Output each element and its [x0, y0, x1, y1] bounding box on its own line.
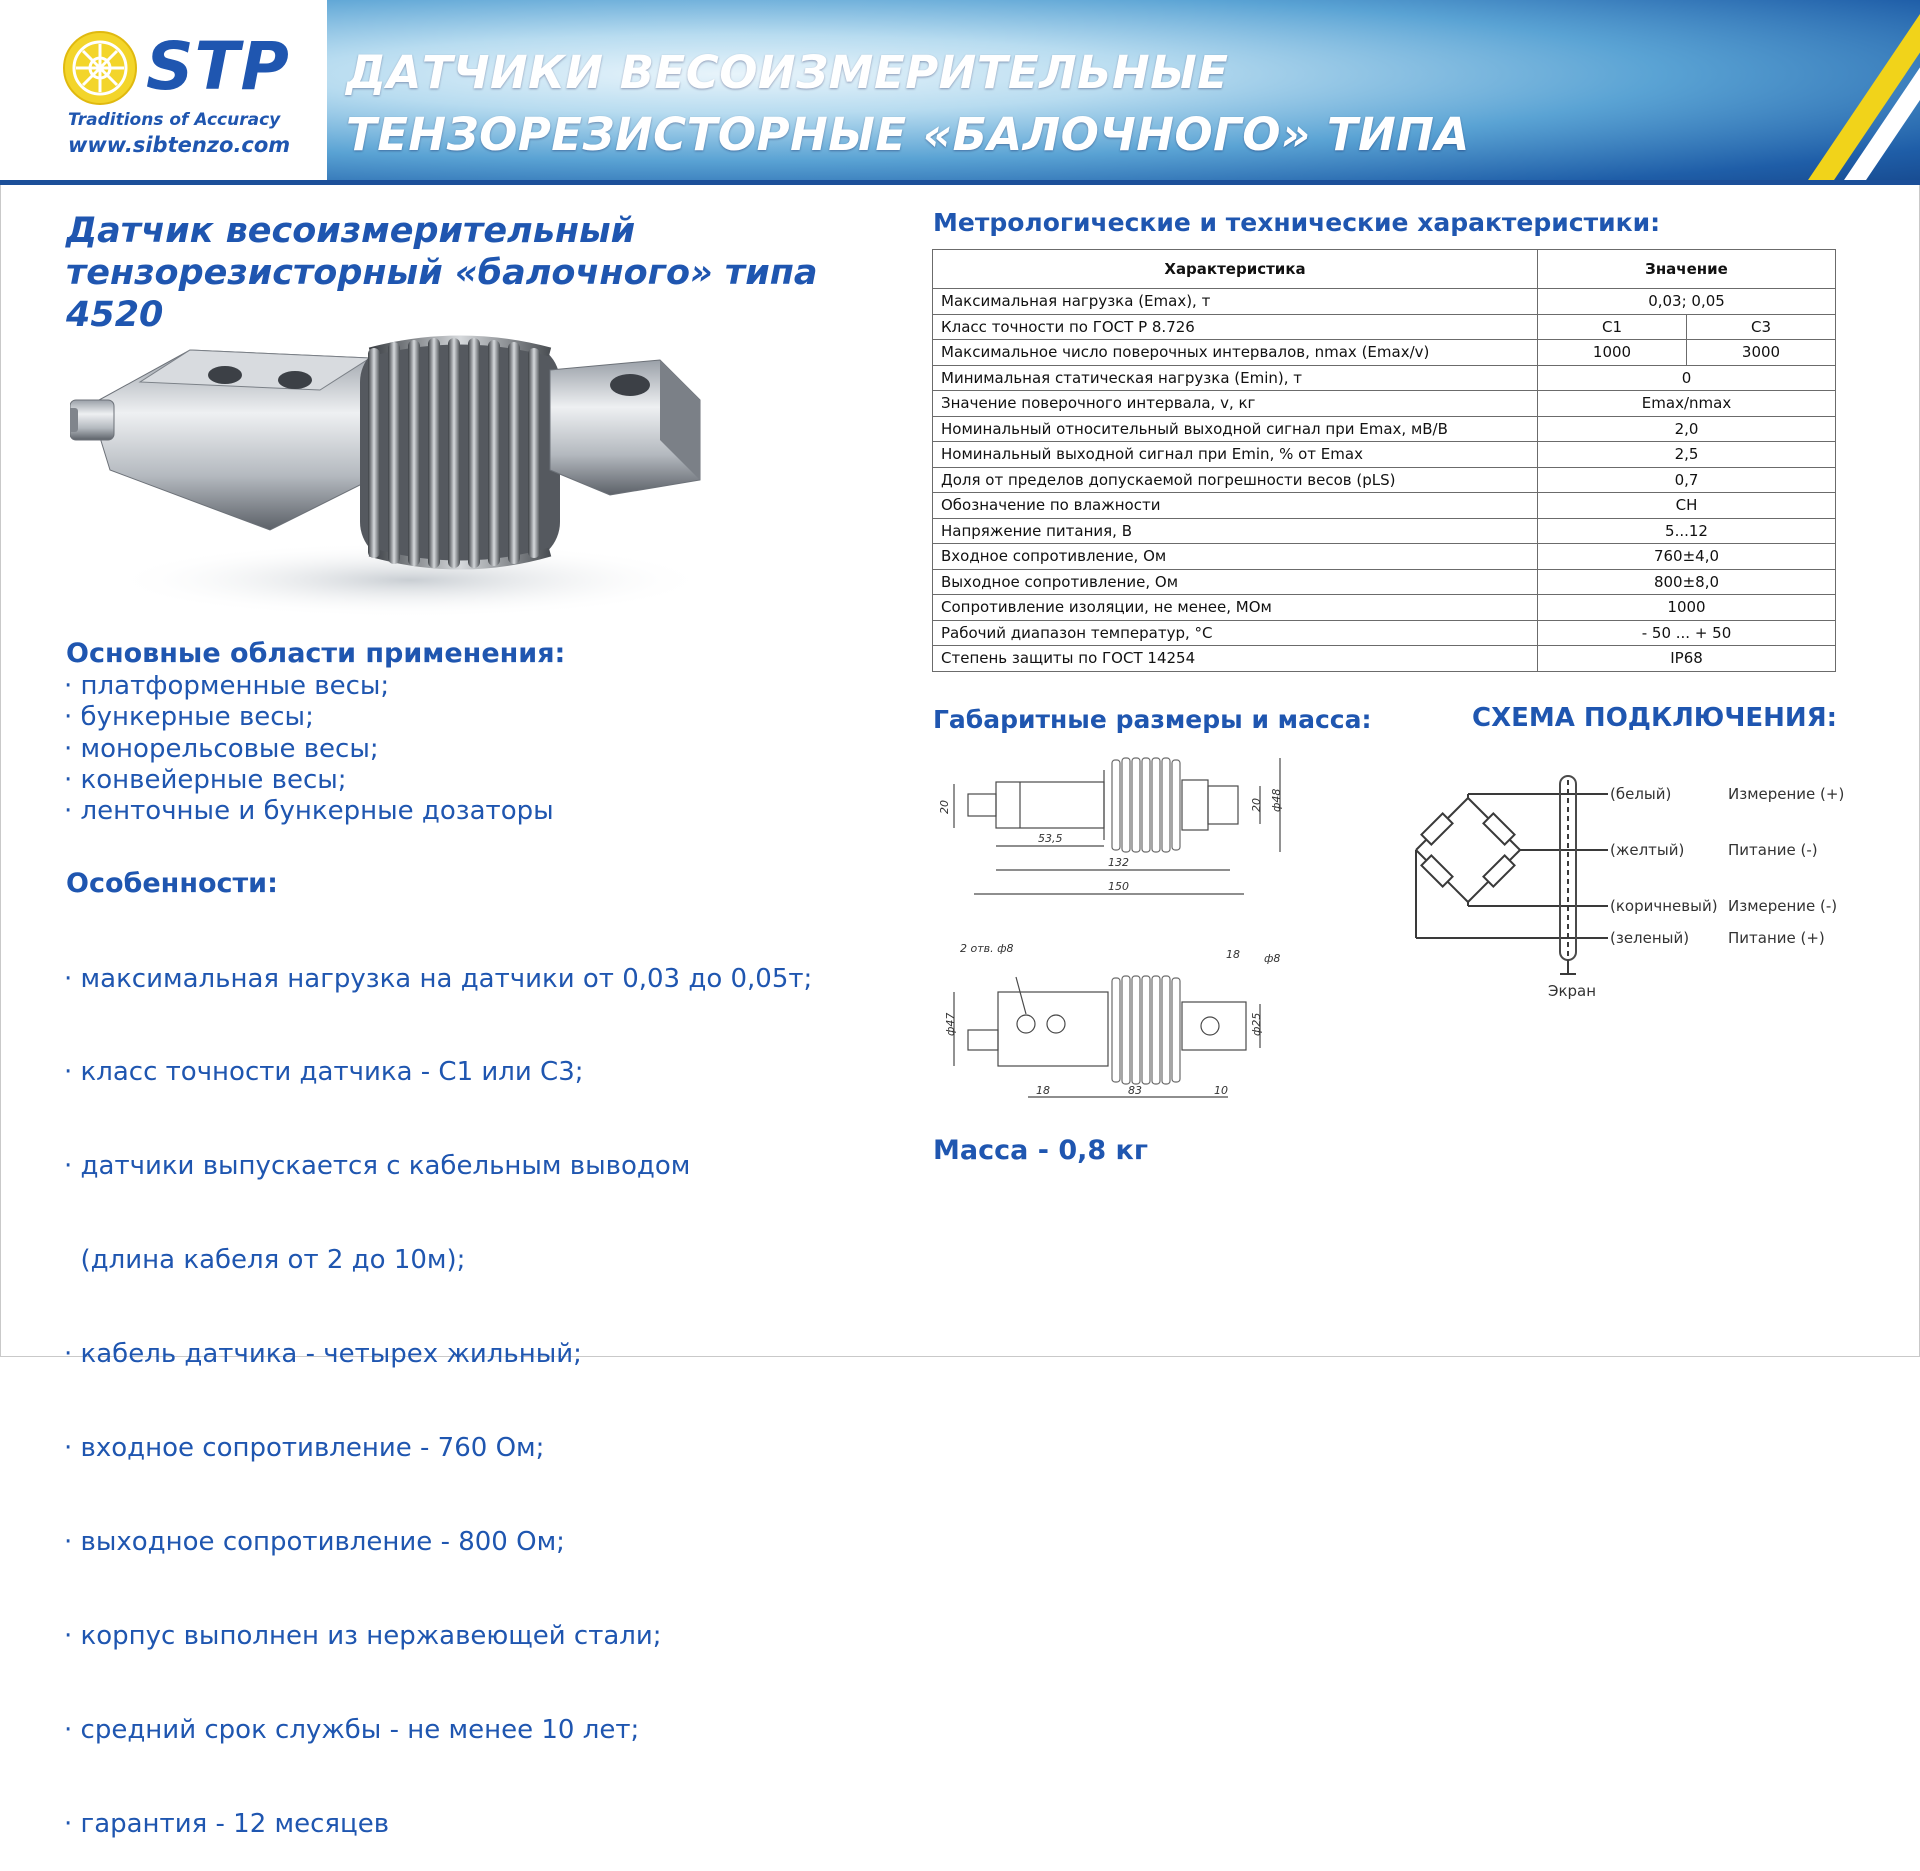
product-title-line2: тензорезисторный «балочного» типа	[66, 253, 818, 293]
dim-label: 132	[1108, 856, 1129, 869]
spec-value: Emax/nmax	[1538, 391, 1836, 417]
column-header-characteristic: Характеристика	[933, 250, 1538, 289]
spec-name: Максимальная нагрузка (Emax), т	[933, 289, 1538, 315]
table-row	[933, 467, 1836, 493]
header-stripe-yellow	[1781, 0, 1920, 185]
header-underline	[0, 180, 1920, 185]
table-row	[933, 314, 1836, 340]
list-item: · средний срок службы - не менее 10 лет;	[64, 1714, 640, 1745]
brand-name: STP	[146, 28, 290, 105]
wire-color-label: (коричневый)	[1610, 897, 1718, 915]
spec-value: 0,7	[1538, 467, 1836, 493]
spec-value: 2,0	[1538, 416, 1836, 442]
spec-name: Обозначение по влажности	[933, 493, 1538, 519]
screen-label: Экран	[1548, 982, 1597, 1000]
spec-value: С1	[1538, 314, 1687, 340]
dimension-drawing	[930, 752, 1340, 1122]
table-row	[933, 544, 1836, 570]
table-row	[933, 365, 1836, 391]
table-row	[933, 518, 1836, 544]
list-item: · платформенные весы;	[64, 671, 390, 701]
logo-block	[0, 0, 327, 185]
dim-label: 10	[1214, 1084, 1228, 1097]
list-item: · максимальная нагрузка на датчики от 0,03 до 0,05т;	[64, 963, 813, 994]
spec-name: Значение поверочного интервала, v, кг	[933, 391, 1538, 417]
list-item: (длина кабеля от 2 до 10м);	[64, 1245, 466, 1276]
page-title-line2: ТЕНЗОРЕЗИСТОРНЫЕ «БАЛОЧНОГО» ТИПА	[346, 108, 1470, 161]
column-header-value: Значение	[1538, 250, 1836, 289]
page-title-line1: ДАТЧИКИ ВЕСОИЗМЕРИТЕЛЬНЫЕ	[346, 46, 1229, 99]
wiring-heading: СХЕМА ПОДКЛЮЧЕНИЯ:	[1472, 703, 1838, 733]
spec-value: 0	[1538, 365, 1836, 391]
wire-signal-label: Измерение (+)	[1728, 785, 1845, 803]
dim-label: 18	[1036, 1084, 1050, 1097]
spec-value: 3000	[1687, 340, 1836, 366]
wire-color-label: (зеленый)	[1610, 929, 1690, 947]
list-item: · бункерные весы;	[64, 702, 314, 733]
dim-label: 18	[1226, 948, 1240, 961]
table-row	[933, 646, 1836, 672]
product-title-model: 4520	[66, 295, 164, 335]
applications-heading: Основные области применения:	[66, 638, 566, 669]
spec-name: Класс точности по ГОСТ Р 8.726	[933, 314, 1538, 340]
dim-label: ф48	[1270, 788, 1283, 812]
spec-name: Номинальный выходной сигнал при Emin, % от Emax	[933, 442, 1538, 468]
brand-url[interactable]: www.sibtenzo.com	[68, 133, 291, 157]
wire-signal-label: Питание (+)	[1728, 929, 1825, 947]
spec-value: 760±4,0	[1538, 544, 1836, 570]
specs-table	[932, 249, 1836, 672]
dim-label: ф47	[944, 1012, 957, 1036]
wiring-diagram	[1410, 770, 1850, 1010]
load-cell-photo	[70, 330, 710, 620]
applications-list	[64, 671, 554, 827]
product-title	[66, 210, 818, 336]
spec-value: 800±8,0	[1538, 569, 1836, 595]
spec-name: Выходное сопротивление, Ом	[933, 569, 1538, 595]
table-row	[933, 569, 1836, 595]
list-item: · монорельсовые весы;	[64, 733, 379, 764]
spec-name: Рабочий диапазон температур, °С	[933, 620, 1538, 646]
table-row	[933, 289, 1836, 315]
spec-name: Доля от пределов допускаемой погрешности весов (pLS)	[933, 467, 1538, 493]
table-row	[933, 340, 1836, 366]
table-row	[933, 493, 1836, 519]
spec-name: Номинальный относительный выходной сигнал при Emax, мВ/В	[933, 416, 1538, 442]
dimensions-heading: Габаритные размеры и масса:	[933, 705, 1372, 734]
table-row	[933, 620, 1836, 646]
product-title-line1: Датчик весоизмерительный	[66, 211, 636, 251]
spec-value: 2,5	[1538, 442, 1836, 468]
table-header-row	[933, 250, 1836, 289]
specs-heading: Метрологические и технические характеристики:	[933, 208, 1661, 237]
spec-value: 1000	[1538, 595, 1836, 621]
list-item: · входное сопротивление - 760 Ом;	[64, 1433, 545, 1464]
list-item: · корпус выполнен из нержавеющей стали;	[64, 1620, 662, 1651]
list-item: · выходное сопротивление - 800 Ом;	[64, 1526, 565, 1557]
spec-value: СН	[1538, 493, 1836, 519]
spec-name: Напряжение питания, В	[933, 518, 1538, 544]
wire-signal-label: Питание (-)	[1728, 841, 1818, 859]
dim-label: 2 отв. ф8	[960, 942, 1014, 955]
dim-label: 150	[1108, 880, 1129, 893]
list-item: · ленточные и бункерные дозаторы	[64, 796, 554, 827]
brand-tagline: Traditions of Accuracy	[68, 110, 281, 130]
spec-value: 0,03; 0,05	[1538, 289, 1836, 315]
wire-color-label: (белый)	[1610, 785, 1672, 803]
dim-label: 53,5	[1038, 832, 1063, 845]
dim-label: 83	[1128, 1084, 1142, 1097]
header-banner	[0, 0, 1920, 185]
spec-name: Минимальная статическая нагрузка (Emin), т	[933, 365, 1538, 391]
spec-value: IP68	[1538, 646, 1836, 672]
wire-color-label: (желтый)	[1610, 841, 1685, 859]
table-row	[933, 442, 1836, 468]
table-row	[933, 595, 1836, 621]
spec-value: С3	[1687, 314, 1836, 340]
list-item: · датчики выпускается с кабельным выводом	[64, 1151, 691, 1182]
page-title	[346, 42, 1470, 166]
dim-label: ф25	[1250, 1012, 1263, 1036]
features-list	[64, 901, 812, 1871]
spec-name: Степень защиты по ГОСТ 14254	[933, 646, 1538, 672]
features-heading: Особенности:	[66, 868, 278, 899]
list-item: · класс точности датчика - С1 или С3;	[64, 1057, 584, 1088]
wire-signal-label: Измерение (-)	[1728, 897, 1838, 915]
list-item: · кабель датчика - четырех жильный;	[64, 1339, 582, 1370]
spec-value: 1000	[1538, 340, 1687, 366]
spec-value: - 50 ... + 50	[1538, 620, 1836, 646]
spec-value: 5...12	[1538, 518, 1836, 544]
spec-name: Входное сопротивление, Ом	[933, 544, 1538, 570]
dim-label: 20	[1250, 798, 1263, 812]
table-row	[933, 391, 1836, 417]
spec-name: Сопротивление изоляции, не менее, МОм	[933, 595, 1538, 621]
table-row	[933, 416, 1836, 442]
stp-emblem-icon	[62, 30, 138, 106]
mass-label: Масса - 0,8 кг	[933, 1135, 1148, 1166]
list-item: · конвейерные весы;	[64, 764, 347, 795]
spec-name: Максимальное число поверочных интервалов, nmax (Emax/v)	[933, 340, 1538, 366]
list-item: · гарантия - 12 месяцев	[64, 1808, 390, 1839]
dim-label: ф8	[1264, 952, 1281, 965]
dim-label: 20	[938, 800, 951, 814]
